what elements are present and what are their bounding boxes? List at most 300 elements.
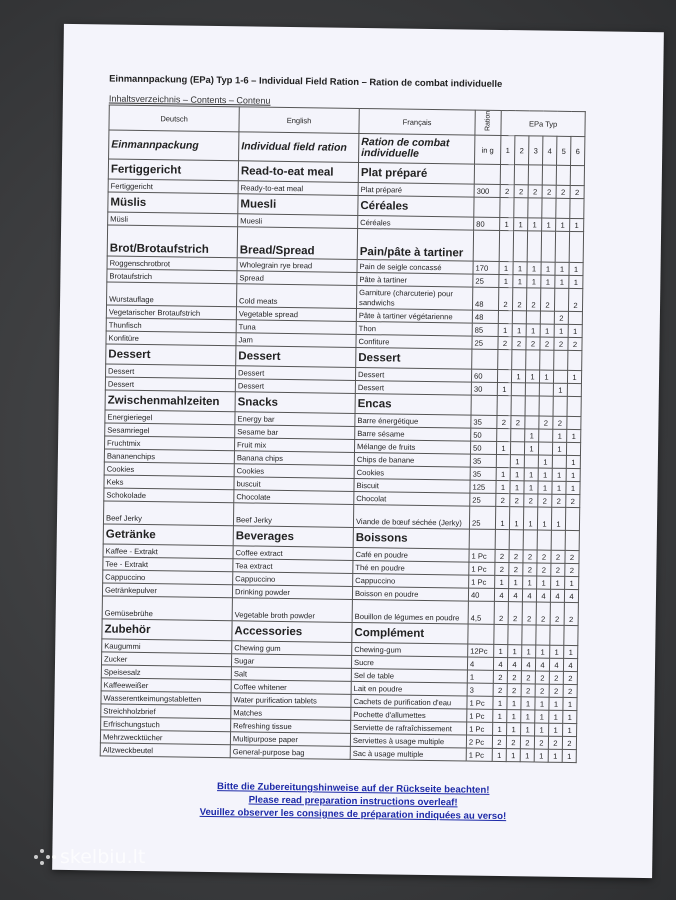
type-count: 2 <box>550 602 564 625</box>
item-en: Dessert <box>235 366 355 381</box>
type-count: 2 <box>514 185 528 198</box>
section-label-en: Read-to-eat meal <box>238 161 358 183</box>
item-de: Konfitüre <box>106 331 236 346</box>
item-fr: Pochette d'allumettes <box>351 707 467 722</box>
empty-cell <box>525 396 539 416</box>
ration-grams: 4 <box>467 657 493 670</box>
type-count: 1 <box>536 645 550 658</box>
type-count: 1 <box>562 749 576 762</box>
type-count: 2 <box>526 288 540 311</box>
item-en: Vegetable spread <box>236 307 356 322</box>
ration-grams: 50 <box>471 428 497 441</box>
type-count: 1 <box>509 507 523 530</box>
empty-cell <box>569 231 583 262</box>
item-de: Brotaufstrich <box>107 269 237 284</box>
section-label-de: Getränke <box>103 524 233 546</box>
empty-cell <box>474 164 500 184</box>
item-de: Beef Jerky <box>103 501 233 526</box>
type-count: 1 <box>520 749 534 762</box>
empty-cell <box>498 349 512 369</box>
empty-cell <box>514 198 528 218</box>
dots-icon <box>34 849 56 865</box>
item-en: Jam <box>236 333 356 348</box>
ration-grams: 1 <box>467 670 493 683</box>
item-fr: Dessert <box>355 367 471 382</box>
empty-cell <box>500 197 514 217</box>
item-de: Thunfisch <box>106 318 236 333</box>
item-en: Wholegrain rye bread <box>237 258 357 273</box>
type-count: 2 <box>549 671 563 684</box>
item-de: Erfrischungstuch <box>101 717 231 732</box>
watermark-text: skelbiu.lt <box>60 846 146 868</box>
empty-cell <box>537 530 551 550</box>
item-de: Schokolade <box>104 488 234 503</box>
type-count <box>539 383 553 396</box>
item-en: Fruit mix <box>234 438 354 453</box>
item-en: Cappuccino <box>233 572 353 587</box>
item-de: Keks <box>104 475 234 490</box>
type-count: 1 <box>524 442 538 455</box>
type-count: 4 <box>550 589 564 602</box>
item-fr: Pâte à tartiner végétarienne <box>356 308 472 323</box>
type-count: 1 <box>539 370 553 383</box>
type-count: 2 <box>566 494 580 507</box>
empty-cell <box>542 165 556 185</box>
empty-cell <box>540 350 554 370</box>
type-count <box>539 429 553 442</box>
type-count: 1 <box>493 696 507 709</box>
item-en: Coffee whitener <box>231 680 351 695</box>
type-header: 5 <box>557 136 571 165</box>
item-en: General-purpose bag <box>230 745 350 760</box>
type-count <box>565 507 579 530</box>
type-count: 1 <box>493 722 507 735</box>
ration-grams: 300 <box>474 184 500 197</box>
empty-cell <box>494 624 508 644</box>
item-en: Salt <box>231 667 351 682</box>
type-count: 4 <box>508 589 522 602</box>
type-count: 4 <box>522 589 536 602</box>
item-en: Cookies <box>234 464 354 479</box>
preparation-note <box>53 778 653 825</box>
type-count: 1 <box>521 710 535 723</box>
item-de: Gemüsebrühe <box>102 596 232 621</box>
section-label-de: Müslis <box>108 192 238 214</box>
type-count: 2 <box>554 311 568 324</box>
type-count: 1 <box>537 576 551 589</box>
item-de: Kaffee - Extrakt <box>103 544 233 559</box>
item-en: Tuna <box>236 320 356 335</box>
type-count: 2 <box>506 736 520 749</box>
empty-cell <box>556 198 570 218</box>
ration-grams: 25 <box>473 274 499 287</box>
document-title: Einmannpackung (EPa) Typ 1-6 – Individual Field Ration – Ration de combat individuelle <box>109 72 503 89</box>
item-de: Energieriegel <box>105 410 235 425</box>
type-count <box>554 288 568 311</box>
empty-cell <box>556 165 570 185</box>
type-count: 1 <box>569 275 583 288</box>
item-en: Beef Jerky <box>233 503 353 528</box>
item-de: Fruchtmix <box>105 436 235 451</box>
type-count: 1 <box>535 723 549 736</box>
type-count <box>566 442 580 455</box>
type-count <box>497 369 511 382</box>
empty-cell <box>564 625 578 645</box>
type-count: 1 <box>527 275 541 288</box>
empty-cell <box>526 350 540 370</box>
item-en: Dessert <box>235 379 355 394</box>
type-header: 4 <box>543 136 557 165</box>
type-count <box>552 455 566 468</box>
type-count: 1 <box>538 468 552 481</box>
type-count: 2 <box>565 563 579 576</box>
type-count: 1 <box>554 324 568 337</box>
type-count: 1 <box>549 697 563 710</box>
ration-grams: 1 Pc <box>467 696 493 709</box>
item-de: Fertiggericht <box>108 179 238 194</box>
section-label-de: Brot/Brotaufstrich <box>107 225 237 258</box>
type-count: 2 <box>568 288 582 311</box>
type-count: 4 <box>521 658 535 671</box>
empty-cell <box>567 396 581 416</box>
type-count: 1 <box>550 645 564 658</box>
ration-grams: 25 <box>469 506 495 529</box>
type-count: 2 <box>495 549 509 562</box>
item-fr: Cookies <box>354 465 470 480</box>
section-label-fr: Dessert <box>356 347 472 369</box>
ration-grams: 4,5 <box>468 601 494 624</box>
section-label-fr: Plat préparé <box>358 162 474 184</box>
type-count: 4 <box>494 588 508 601</box>
item-en: Chewing gum <box>232 641 352 656</box>
type-count: 1 <box>492 748 506 761</box>
empty-cell <box>555 231 569 262</box>
type-count: 1 <box>566 481 580 494</box>
type-count: 1 <box>521 697 535 710</box>
type-count <box>498 310 512 323</box>
type-count: 1 <box>499 261 513 274</box>
type-count: 2 <box>523 563 537 576</box>
item-fr: Sac à usage multiple <box>350 746 466 761</box>
section-label-de: Dessert <box>106 344 236 366</box>
type-count <box>553 370 567 383</box>
type-count: 2 <box>568 337 582 350</box>
item-de: Streichholzbrief <box>101 704 231 719</box>
document-sheet <box>52 24 664 878</box>
ration-grams: 48 <box>472 310 498 323</box>
type-count: 2 <box>563 671 577 684</box>
ration-grams: 35 <box>471 415 497 428</box>
empty-cell <box>565 530 579 550</box>
header-epa-typ: EPa Typ <box>501 110 585 136</box>
item-en: Banana chips <box>234 451 354 466</box>
section-label-en: Accessories <box>232 621 352 643</box>
type-count: 1 <box>510 468 524 481</box>
watermark-logo <box>34 846 145 868</box>
item-fr: Chocolat <box>354 491 470 506</box>
type-count: 2 <box>510 494 524 507</box>
empty-cell <box>512 350 526 370</box>
type-count: 2 <box>535 684 549 697</box>
type-header: 3 <box>529 136 543 165</box>
type-count <box>512 311 526 324</box>
type-count: 4 <box>564 589 578 602</box>
type-count: 1 <box>512 324 526 337</box>
ration-grams: 1 Pc <box>466 748 492 761</box>
item-fr: Cappuccino <box>353 573 469 588</box>
item-fr: Thé en poudre <box>353 560 469 575</box>
empty-cell <box>539 396 553 416</box>
type-header: 2 <box>515 136 529 165</box>
empty-cell <box>528 198 542 218</box>
ration-grams: 1 Pc <box>469 549 495 562</box>
type-count: 1 <box>521 723 535 736</box>
item-en: Spread <box>237 271 357 286</box>
type-count: 2 <box>553 416 567 429</box>
type-count: 1 <box>524 481 538 494</box>
type-count <box>567 383 581 396</box>
type-count: 2 <box>552 494 566 507</box>
type-count: 2 <box>521 671 535 684</box>
type-count: 1 <box>552 481 566 494</box>
type-count: 1 <box>495 506 509 529</box>
empty-cell <box>527 231 541 262</box>
type-count <box>511 429 525 442</box>
type-count: 2 <box>522 602 536 625</box>
type-count: 2 <box>520 736 534 749</box>
type-count: 1 <box>514 218 528 231</box>
type-count: 1 <box>563 697 577 710</box>
type-count: 1 <box>549 723 563 736</box>
section-label-fr: Complément <box>352 622 468 644</box>
type-count: 4 <box>536 589 550 602</box>
type-count: 1 <box>500 217 514 230</box>
ration-grams: 40 <box>468 588 494 601</box>
type-count: 2 <box>493 683 507 696</box>
section-label-en: Bread/Spread <box>237 227 357 260</box>
footer-line-en: Please read preparation instructions overleaf! <box>248 794 458 809</box>
type-count: 2 <box>497 415 511 428</box>
type-count: 2 <box>511 416 525 429</box>
type-count: 1 <box>510 455 524 468</box>
section-label-fr: Céréales <box>358 195 474 217</box>
section-label-fr: Encas <box>355 393 471 415</box>
type-count <box>496 454 510 467</box>
ration-grams: 35 <box>470 467 496 480</box>
type-count: 2 <box>562 736 576 749</box>
item-de: Zucker <box>101 652 231 667</box>
type-count: 4 <box>549 658 563 671</box>
type-count: 2 <box>556 185 570 198</box>
type-count: 2 <box>542 185 556 198</box>
item-fr: Céréales <box>358 215 474 230</box>
type-count <box>525 383 539 396</box>
type-count: 1 <box>507 710 521 723</box>
item-fr: Boisson en poudre <box>352 586 468 601</box>
type-count: 4 <box>493 657 507 670</box>
type-count: 1 <box>566 468 580 481</box>
item-fr: Confiture <box>356 334 472 349</box>
type-count: 1 <box>538 455 552 468</box>
type-count: 2 <box>540 288 554 311</box>
item-fr: Cachets de purification d'eau <box>351 694 467 709</box>
type-count: 2 <box>535 671 549 684</box>
type-count: 1 <box>524 468 538 481</box>
type-count: 2 <box>495 562 509 575</box>
type-count: 2 <box>551 563 565 576</box>
type-count: 1 <box>555 262 569 275</box>
ration-grams: 25 <box>472 336 498 349</box>
ration-grams: 1 Pc <box>469 575 495 588</box>
type-count: 2 <box>521 684 535 697</box>
footer-line-fr: Veuillez observer les consignes de préparation indiquées au verso! <box>199 806 507 823</box>
ration-grams: 2 Pc <box>466 735 492 748</box>
type-count: 1 <box>551 507 565 530</box>
type-count: 1 <box>542 218 556 231</box>
section-label-en: Muesli <box>238 194 358 216</box>
type-count: 1 <box>535 710 549 723</box>
type-count <box>568 311 582 324</box>
type-count: 1 <box>527 262 541 275</box>
item-de: Kaffeeweißer <box>101 678 231 693</box>
ration-grams: 48 <box>472 287 498 310</box>
type-count: 1 <box>565 576 579 589</box>
type-count: 1 <box>569 262 583 275</box>
type-count: 1 <box>534 749 548 762</box>
empty-cell <box>471 395 497 415</box>
item-fr: Dessert <box>355 380 471 395</box>
item-fr: Pain de seigle concassé <box>357 259 473 274</box>
section-label-de: Zwischenmahlzeiten <box>105 390 235 412</box>
empty-cell <box>509 530 523 550</box>
item-fr: Biscuit <box>354 478 470 493</box>
ration-table <box>100 104 586 763</box>
type-count: 2 <box>551 550 565 563</box>
ration-grams: 35 <box>470 454 496 467</box>
empty-cell <box>468 624 494 644</box>
type-count: 1 <box>509 576 523 589</box>
type-count: 1 <box>567 429 581 442</box>
ration-grams: 30 <box>471 382 497 395</box>
section-label-de: Zubehör <box>102 619 232 641</box>
type-count: 2 <box>536 602 550 625</box>
type-count: 2 <box>564 602 578 625</box>
empty-cell <box>553 396 567 416</box>
type-count: 2 <box>524 494 538 507</box>
empty-cell <box>472 349 498 369</box>
type-count: 2 <box>508 602 522 625</box>
type-count: 1 <box>523 576 537 589</box>
empty-cell <box>570 198 584 218</box>
empty-cell <box>528 165 542 185</box>
type-count: 1 <box>568 324 582 337</box>
ration-grams: 85 <box>472 323 498 336</box>
item-de: Kaugummi <box>102 639 232 654</box>
empty-cell <box>511 396 525 416</box>
type-count <box>524 455 538 468</box>
ration-grams: 12Pc <box>468 644 494 657</box>
item-fr: Plat préparé <box>358 182 474 197</box>
ration-grams: 60 <box>471 369 497 382</box>
item-fr: Chips de banane <box>354 452 470 467</box>
item-fr: Café en poudre <box>353 547 469 562</box>
item-de: Cookies <box>104 462 234 477</box>
type-count: 2 <box>548 736 562 749</box>
type-count: 1 <box>537 507 551 530</box>
item-en: Energy bar <box>235 412 355 427</box>
empty-cell <box>551 530 565 550</box>
empty-cell <box>474 197 500 217</box>
type-count: 1 <box>563 723 577 736</box>
item-en: Sesame bar <box>235 425 355 440</box>
ration-grams: 3 <box>467 683 493 696</box>
type-count: 2 <box>498 336 512 349</box>
type-count: 2 <box>534 736 548 749</box>
item-en: Sugar <box>231 654 351 669</box>
empty-cell <box>570 165 584 185</box>
type-count: 2 <box>554 337 568 350</box>
type-count: 2 <box>539 416 553 429</box>
item-fr: Serviettes à usage multiple <box>350 733 466 748</box>
type-count: 1 <box>494 644 508 657</box>
item-en: Ready-to-eat meal <box>238 181 358 196</box>
empty-cell <box>522 625 536 645</box>
type-count: 1 <box>511 370 525 383</box>
type-count: 1 <box>525 370 539 383</box>
type-count: 2 <box>500 184 514 197</box>
item-fr: Barre énergétique <box>355 413 471 428</box>
section-label-en: Snacks <box>235 392 355 414</box>
item-de: Wurstauflage <box>107 282 237 307</box>
type-count: 1 <box>540 324 554 337</box>
type-count: 2 <box>538 494 552 507</box>
ration-grams: 170 <box>473 261 499 274</box>
empty-cell <box>536 625 550 645</box>
type-count: 2 <box>507 684 521 697</box>
item-en: Tea extract <box>233 559 353 574</box>
type-count: 1 <box>552 468 566 481</box>
type-count: 1 <box>567 370 581 383</box>
type-count <box>510 442 524 455</box>
empty-cell <box>514 165 528 185</box>
type-count: 2 <box>507 671 521 684</box>
type-count: 1 <box>528 218 542 231</box>
item-en: Multipurpose paper <box>230 732 350 747</box>
type-count: 2 <box>494 601 508 624</box>
item-en: Refreshing tissue <box>231 719 351 734</box>
type-count <box>567 416 581 429</box>
item-de: Vegetarischer Brotaufstrich <box>106 305 236 320</box>
empty-cell <box>568 350 582 370</box>
type-count: 2 <box>509 563 523 576</box>
item-en: Chocolate <box>234 490 354 505</box>
item-de: Allzweckbeutel <box>100 743 230 758</box>
type-count: 1 <box>549 710 563 723</box>
type-count <box>526 311 540 324</box>
type-count: 2 <box>565 550 579 563</box>
item-de: Dessert <box>106 364 236 379</box>
type-count: 2 <box>528 185 542 198</box>
type-count: 1 <box>563 710 577 723</box>
type-count: 2 <box>498 287 512 310</box>
section-label-fr: Pain/pâte à tartiner <box>357 228 473 261</box>
item-fr: Chewing-gum <box>352 642 468 657</box>
type-count: 2 <box>570 185 584 198</box>
item-en: buscuit <box>234 477 354 492</box>
item-fr: Serviette de rafraîchissement <box>351 720 467 735</box>
type-count <box>511 383 525 396</box>
item-fr: Sucre <box>351 655 467 670</box>
